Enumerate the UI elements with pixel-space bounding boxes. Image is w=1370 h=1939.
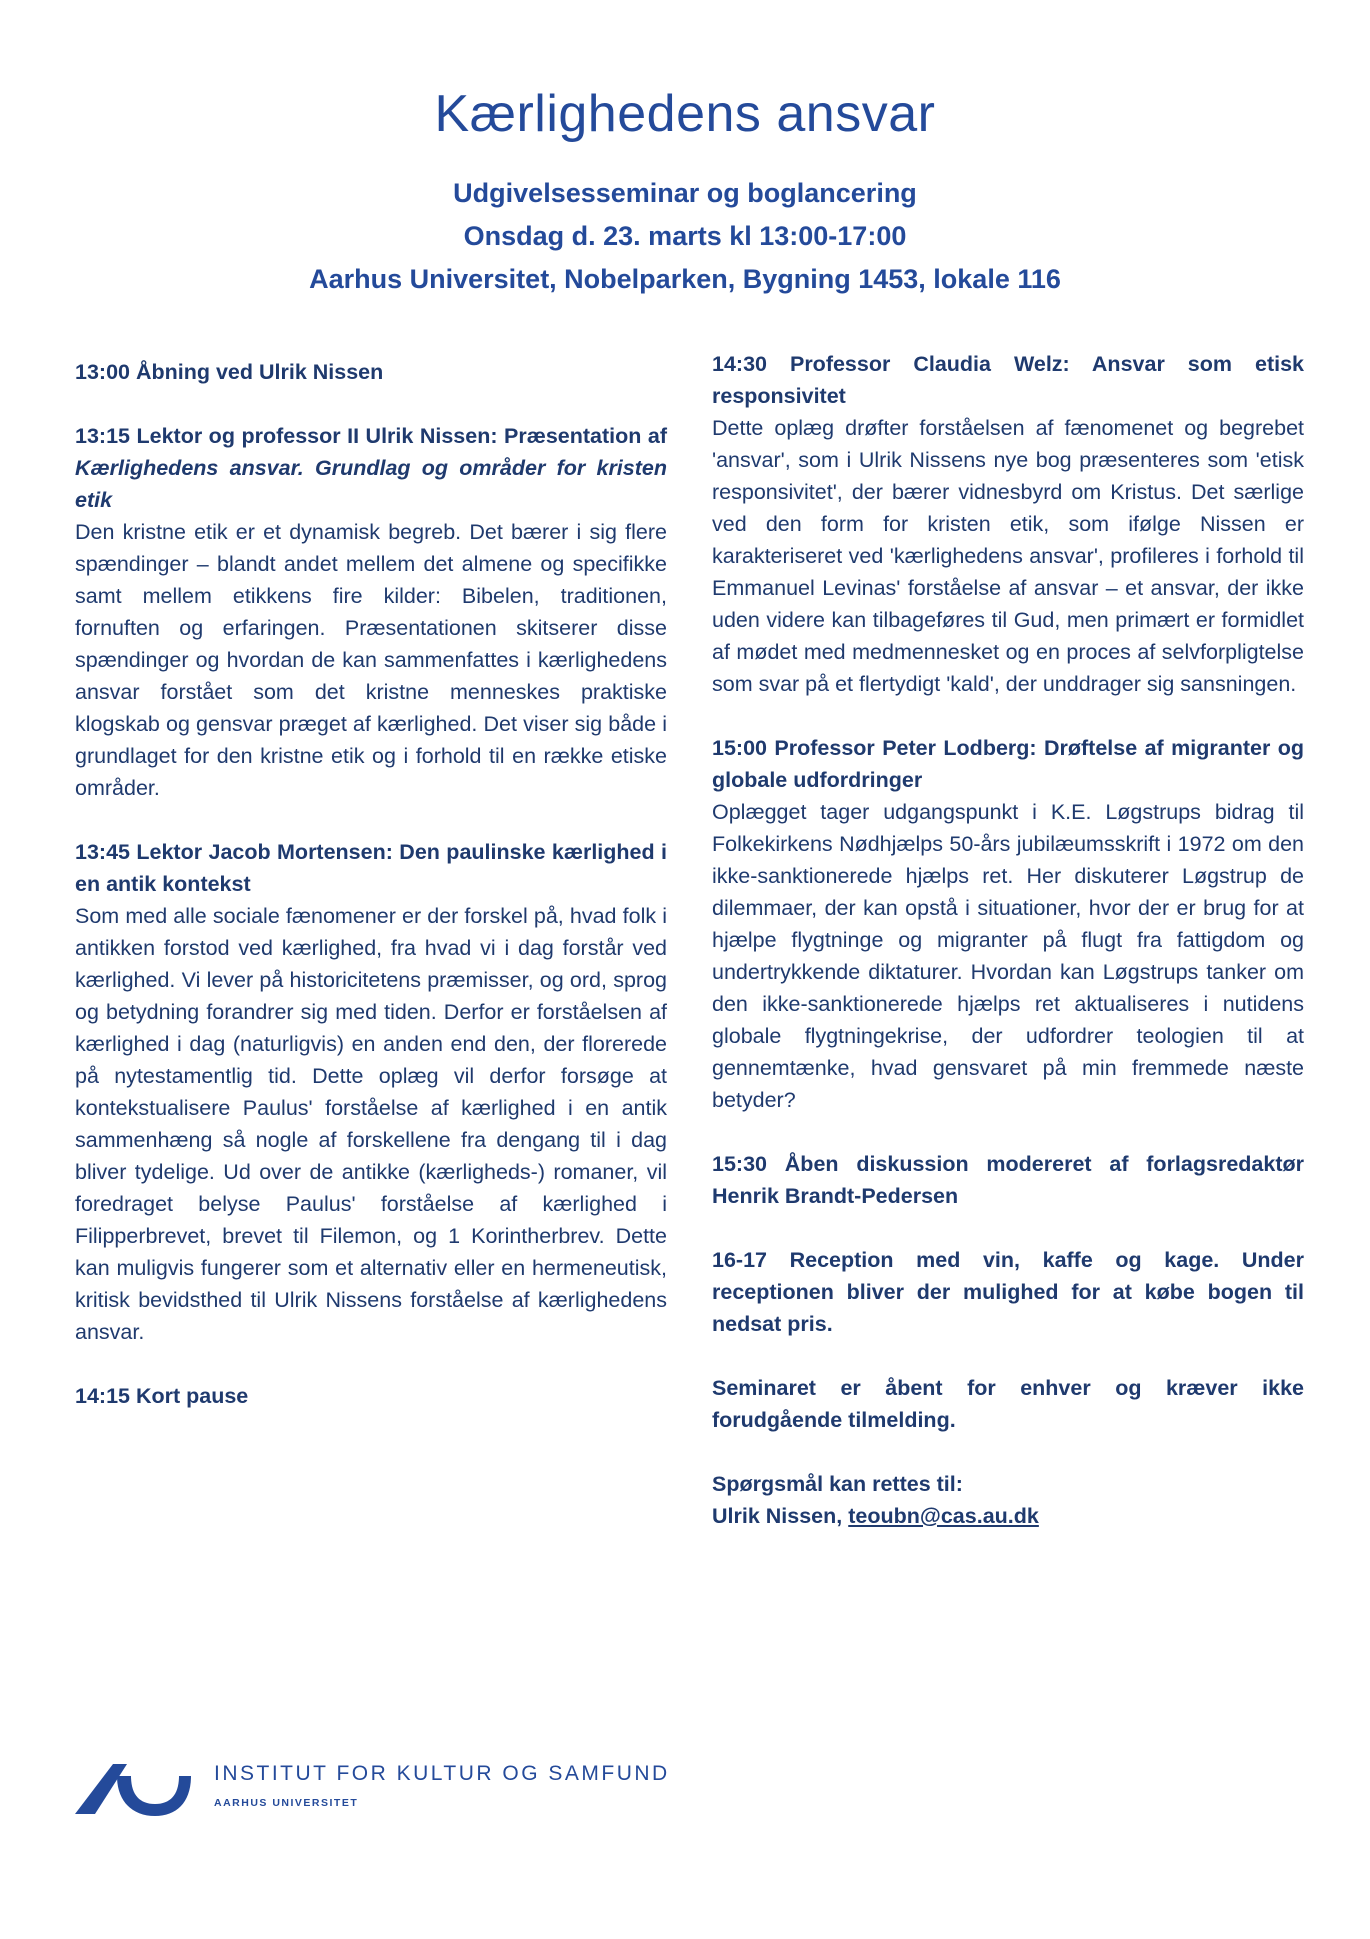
- contact-info: [712, 1468, 1304, 1532]
- book-title: Kærlighedens ansvar. Grundlag og områder for kristen etik: [75, 456, 667, 512]
- heading-text: 13:15 Lektor og professor II Ulrik Nissen: Præsentation af: [75, 424, 667, 448]
- aarhus-university-logo-icon: [75, 1758, 191, 1818]
- program-item: [75, 356, 667, 388]
- program-item-heading: 14:15 Kort pause: [75, 1384, 249, 1408]
- program-item: [75, 836, 667, 1348]
- program-item: [712, 732, 1304, 1116]
- program-item-heading: 15:30 Åben diskussion modereret af forlagsredaktør Henrik Brandt-Pedersen: [712, 1152, 1304, 1208]
- left-column: [75, 356, 667, 1444]
- contact-email-link[interactable]: teoubn@cas.au.dk: [848, 1504, 1039, 1528]
- program-item-heading: 13:45 Lektor Jacob Mortensen: Den paulinske kærlighed i en antik kontekst: [75, 840, 667, 896]
- program-item-heading: 13:00 Åbning ved Ulrik Nissen: [75, 360, 384, 384]
- program-item: [712, 1244, 1304, 1340]
- institute-name: INSTITUT FOR KULTUR OG SAMFUND: [214, 1762, 670, 1785]
- subtitle-date: Onsdag d. 23. marts kl 13:00-17:00: [463, 221, 907, 251]
- program-item: [712, 348, 1304, 700]
- page-title: Kærlighedens ansvar: [434, 85, 936, 143]
- program-item-description: Som med alle sociale fænomener er der forskel på, hvad folk i antikken forstod ved kærlighed, fra hvad vi i dag forstår ved kærlighed. Vi lever på historicitetens præmisser, og ord, sprog og betydning forandrer sig med tiden. Derfor er forståelsen af kærlighed i dag (naturligvis) en anden end den, der florerede på nytestamentlig tid. Dette oplæg vil derfor forsøge at kontekstualisere Paulus' forståelse af kærlighed i en antik sammenhæng så nogle af forskellene fra dengang til i dag bliver tydelige. Ud over de antikke (kærligheds-) romaner, vil foredraget belyse Paulus' forståelse af kærlighed i Filipperbrevet, brevet til Filemon, og 1 Korintherbrev. Dette kan muligvis fungerer som et alternativ eller en hermeneutisk, kritisk bevidsthed til Ulrik Nissens forståelse af kærlighedens ansvar.: [75, 904, 667, 1344]
- program-item-heading: 15:00 Professor Peter Lodberg: Drøftelse af migranter og globale udfordringer: [712, 736, 1304, 792]
- contact-line: [712, 1500, 1304, 1532]
- contact-name: Ulrik Nissen,: [712, 1504, 849, 1528]
- program-item-description: Dette oplæg drøfter forståelsen af fænomenet og begrebet 'ansvar', som i Ulrik Nissens nye bog præsenteres som 'etisk responsivitet', der bærer vidnesbyrd om Kristus. Det særlige ved den form for kristen etik, som ifølge Nissen er karakteriseret ved 'kærlighedens ansvar', profileres i forhold til Emmanuel Levinas' forståelse af ansvar – et ansvar, der ikke uden videre kan tilbageføres til Gud, men primært er formidlet af mødet med medmennesket og en proces af selvforpligtelse som svar på et flertydigt 'kald', der unddrager sig sansningen.: [712, 416, 1304, 696]
- program-item: [75, 1380, 667, 1412]
- contact-label: Spørgsmål kan rettes til:: [712, 1472, 963, 1496]
- program-item-heading: 14:30 Professor Claudia Welz: Ansvar som etisk responsivitet: [712, 352, 1304, 408]
- program-item-description: Den kristne etik er et dynamisk begreb. Det bærer i sig flere spændinger – blandt andet mellem det almene og specifikke samt mellem etikkens fire kilder: Bibelen, traditionen, fornuften og erfaringen. Præsentationen skitserer disse spændinger og hvordan de kan sammenfattes i kærlighedens ansvar forstået som det kristne menneskes praktiske klogskab og gensvar præget af kærlighed. Det viser sig både i grundlaget for den kristne etik og i forhold til en række etiske områder.: [75, 520, 667, 800]
- university-name: AARHUS UNIVERSITET: [214, 1797, 359, 1809]
- program-item: [75, 420, 667, 804]
- registration-note: [712, 1372, 1304, 1436]
- right-column: [712, 348, 1304, 1564]
- subtitle-event: Udgivelsesseminar og boglancering: [453, 178, 917, 208]
- program-item-heading: 16-17 Reception med vin, kaffe og kage. Under receptionen bliver der mulighed for at købe bogen til nedsat pris.: [712, 1248, 1304, 1336]
- program-item-description: Oplægget tager udgangspunkt i K.E. Løgstrups bidrag til Folkekirkens Nødhjælps 50-års jubilæumsskrift i 1972 om den ikke-sanktionerede hjælps ret. Her diskuterer Løgstrup de dilemmaer, der kan opstå i situationer, hvor der er brug for at hjælpe flygtninge og migranter på flugt fra fattigdom og undertrykkende diktaturer. Hvordan kan Løgstrups tanker om den ikke-sanktionerede hjælps ret aktualiseres i nutidens globale flygtningekrise, der udfordrer teologien til at gennemtænke, hvad gensvaret på min fremmede næste betyder?: [712, 800, 1304, 1112]
- program-item: [712, 1148, 1304, 1212]
- subtitle-location: Aarhus Universitet, Nobelparken, Bygning 1453, lokale 116: [309, 264, 1061, 294]
- registration-text: Seminaret er åbent for enhver og kræver ikke forudgående tilmelding.: [712, 1376, 1304, 1432]
- program-item-heading: [75, 420, 667, 516]
